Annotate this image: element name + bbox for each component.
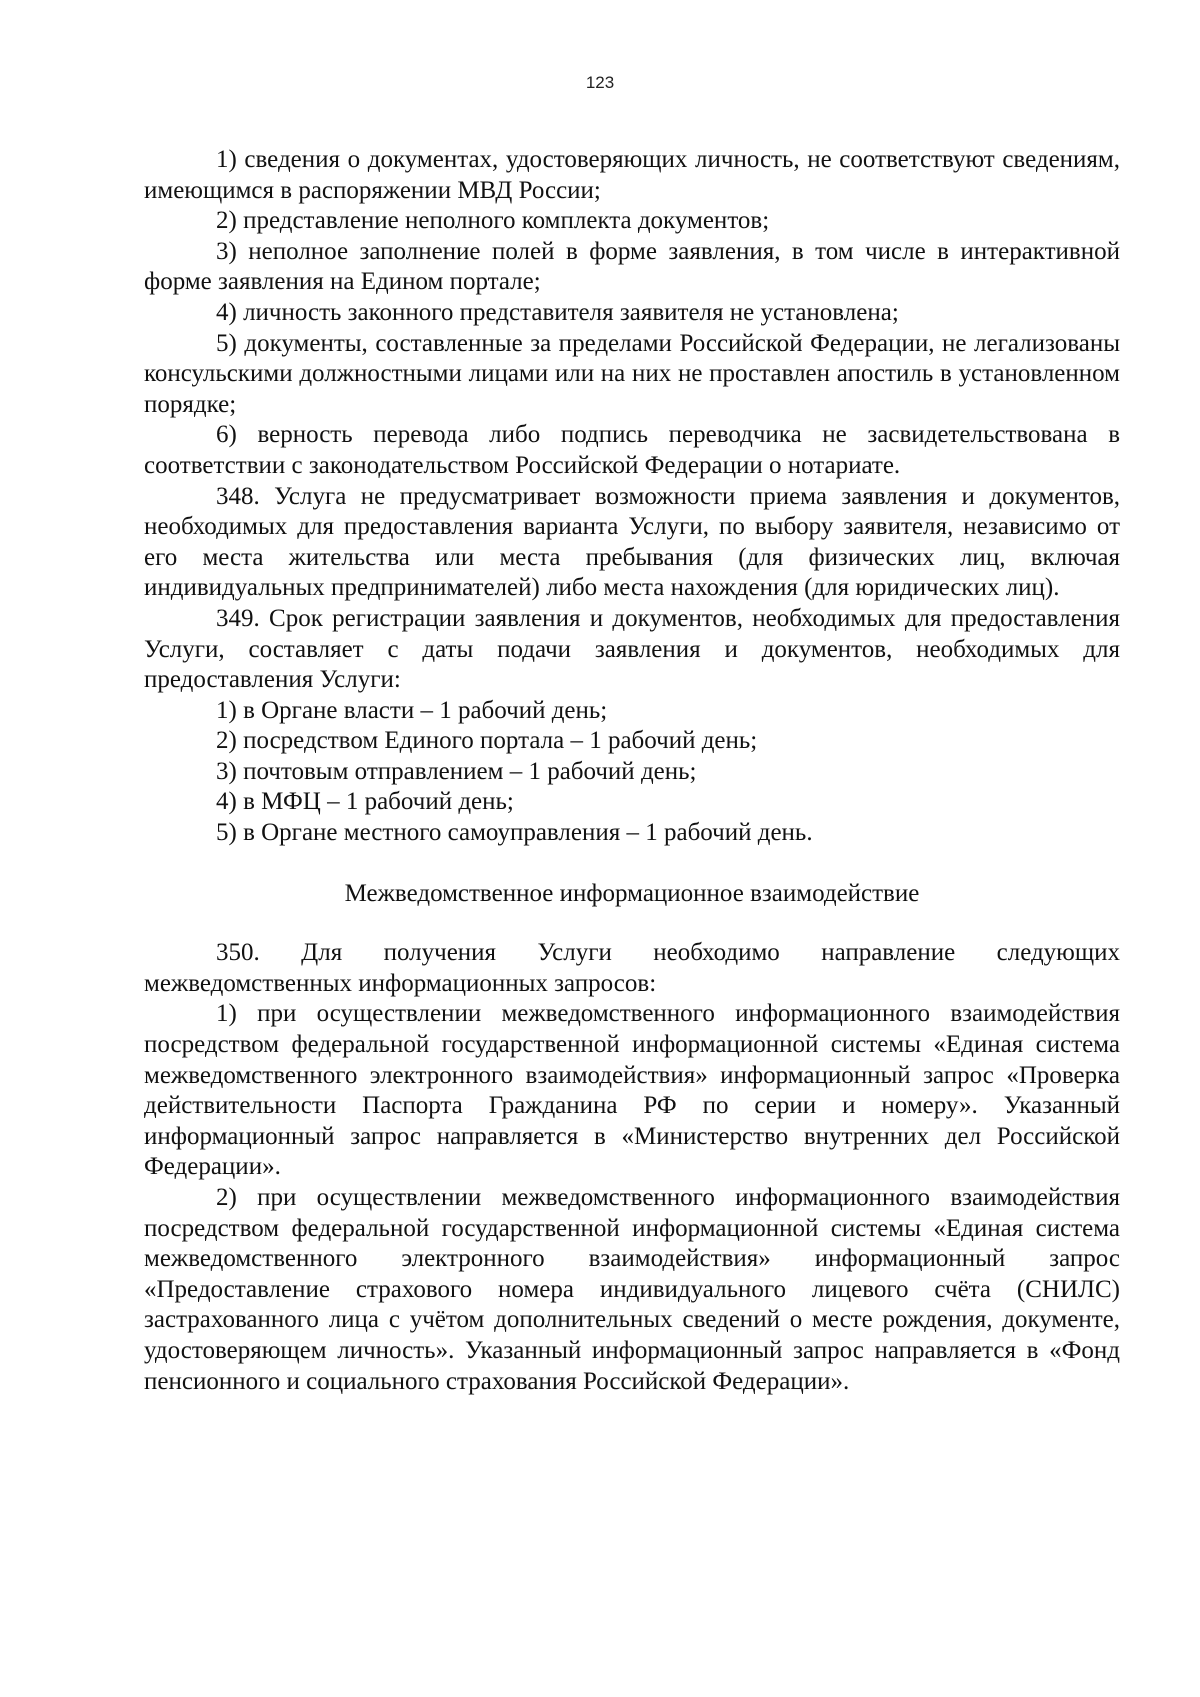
paragraph: 2) при осуществлении межведомственного информационного взаимодействия посредством федеральной государственной информационной системы «Единая система межведомственного электронного взаимодействия» информационный запрос «Предоставление страхового номера индивидуального лицевого счёта (СНИЛС) застрахованного лица с учётом дополнительных сведений о месте рождения, документе, удостоверяющем личность». Указанный информационный запрос направляется в «Фонд пенсионного и социального страхования Российской Федерации». [144, 1184, 1120, 1395]
paragraph: 5) в Органе местного самоуправления – 1 рабочий день. [216, 819, 813, 847]
paragraph: 348. Услуга не предусматривает возможности приема заявления и документов, необходимых для предоставления варианта Услуги, по выбору заявителя, независимо от его места жительства или места пребывания (для физических лиц, включая индивидуальных предпринимателей) либо места нахождения (для юридических лиц). [144, 482, 1120, 602]
paragraph: 2) представление неполного комплекта документов; [216, 207, 770, 235]
paragraph: 349. Срок регистрации заявления и документов, необходимых для предоставления Услуги, составляет с даты подачи заявления и документов, необходимых для предоставления Услуги: [144, 604, 1120, 694]
paragraph: 350. Для получения Услуги необходимо направление следующих межведомственных информационных запросов: [144, 939, 1120, 997]
paragraph: 6) верность перевода либо подпись переводчика не засвидетельствована в соответствии с законодательством Российской Федерации о нотариате. [144, 421, 1120, 479]
paragraph: 1) в Органе власти – 1 рабочий день; [216, 696, 608, 724]
page-number: 123 [585, 73, 615, 92]
document-body [144, 145, 1120, 1397]
paragraph: 4) в МФЦ – 1 рабочий день; [216, 788, 514, 816]
paragraph: 4) личность законного представителя заявителя не установлена; [216, 298, 899, 326]
paragraph: 3) неполное заполнение полей в форме заявления, в том числе в интерактивной форме заявления на Едином портале; [144, 237, 1120, 296]
paragraph: 2) посредством Единого портала – 1 рабочий день; [216, 727, 758, 755]
paragraph: 1) сведения о документах, удостоверяющих личность, не соответствуют сведениям, имеющимся в распоряжении МВД России; [144, 146, 1120, 204]
paragraph: 3) почтовым отправлением – 1 рабочий день; [216, 757, 697, 785]
paragraph: 5) документы, составленные за пределами Российской Федерации, не легализованы консульскими должностными лицами или на них не проставлен апостиль в установленном порядке; [144, 329, 1120, 418]
paragraph: 1) при осуществлении межведомственного информационного взаимодействия посредством федеральной государственной информационной системы «Единая система межведомственного электронного взаимодействия» информационный запрос «Проверка действительности Паспорта Гражданина РФ по серии и номеру». Указанный информационный запрос направляется в «Министерство внутренних дел Российской Федерации». [144, 1000, 1120, 1181]
section-heading: Межведомственное информационное взаимодействие [344, 879, 920, 907]
